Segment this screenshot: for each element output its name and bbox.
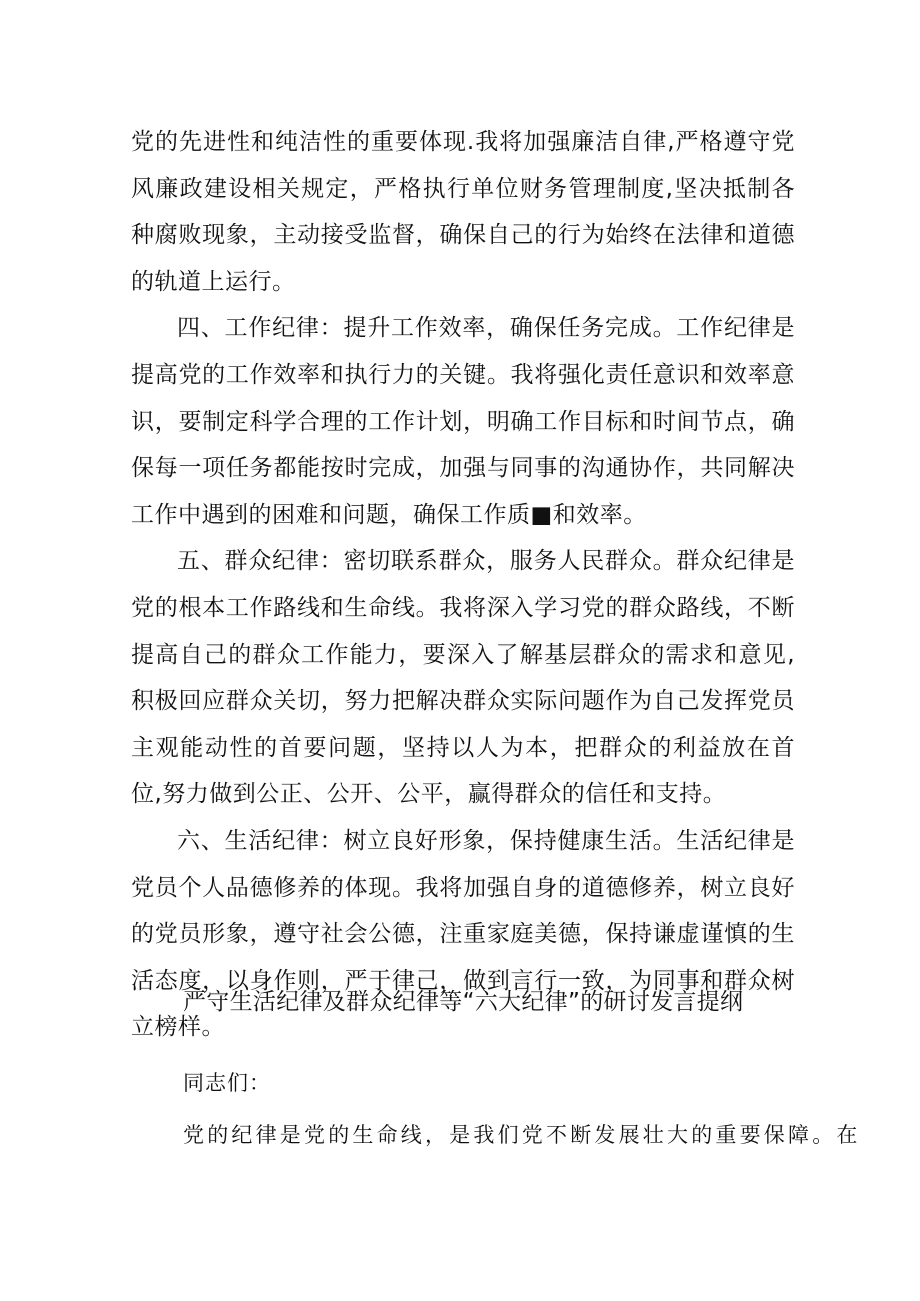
paragraph-life-discipline: 六、生活纪律：树立良好形象，保持健康生活。生活纪律是党员个人品德修养的体现。我将加强自身的道德修养，树立良好的党员形象，遵守社会公德，注重家庭美德，保持谦虚谨慎的生活态度，以身作则，严于律己，做到言行一致，为同事和群众树立榜样。 <box>131 827 795 1041</box>
paragraph-work-discipline: 四、工作纪律：提升工作效率，确保任务完成。工作纪律是提高党的工作效率和执行力的关键。我将强化责任意识和效率意识，要制定科学合理的工作计划，明确工作目标和时间节点，确保每一项任务都能按时完成，加强与同事的沟通协作，共同解决工作中遇到的困难和问题，确保工作质■和效率。 <box>131 315 795 528</box>
speech-body <box>131 119 795 1051</box>
paragraph-mass-discipline: 五、群众纪律：密切联系群众，服务人民群众。群众纪律是党的根本工作路线和生命线。我将深入学习党的群众路线，不断提高自己的群众工作能力，要深入了解基层群众的需求和意见,积极回应群众关切，努力把解决群众实际问题作为自己发挥党员主观能动性的首要问题，坚持以人为本，把群众的利益放在首位,努力做到公正、公开、公平，赢得群众的信任和支持。 <box>131 548 795 808</box>
opening-line: 党的纪律是党的生命线，是我们党不断发展壮大的重要保障。在 <box>183 1123 861 1147</box>
paragraph-integrity-continued: 党的先进性和纯洁性的重要体现.我将加强廉洁自律,严格遵守党风廉政建设相关规定，严格执行单位财务管理制度,坚决抵制各种腐败现象，主动接受监督，确保自己的行为始终在法律和道德的轨道上运行。 <box>131 129 795 295</box>
document-title: 严守生活纪律及群众纪律等“六大纪律”的研讨发言提纲 <box>183 989 744 1015</box>
greeting: 同志们： <box>183 1071 271 1095</box>
